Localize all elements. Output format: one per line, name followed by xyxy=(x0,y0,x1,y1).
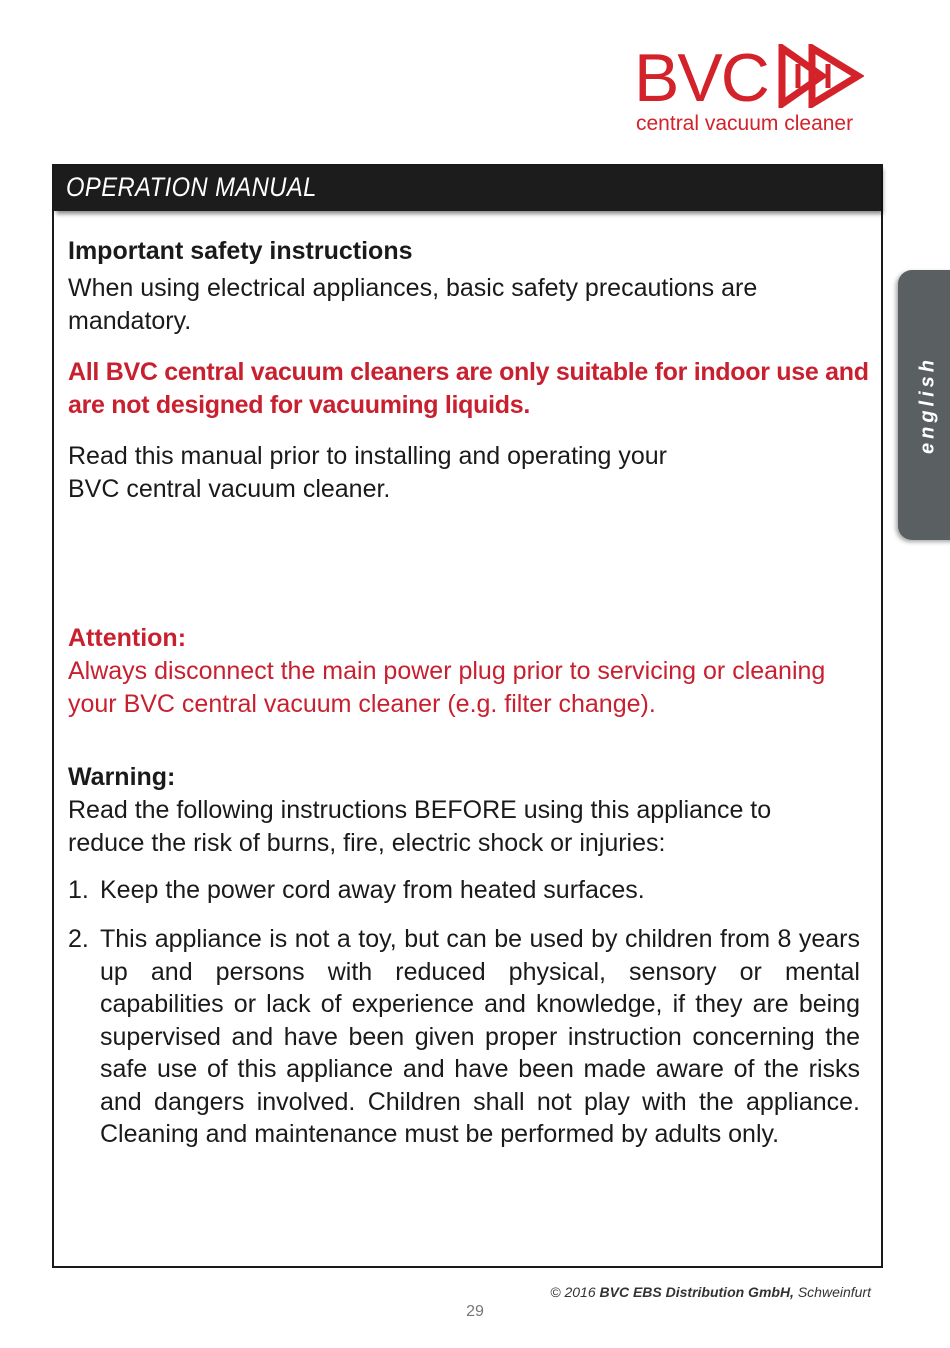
language-tab-label: english xyxy=(916,355,939,455)
indoor-notice: All BVC central vacuum cleaners are only suitable for indoor use and are not designed for vacuuming liquids. xyxy=(68,358,869,419)
company-name: BVC EBS Distribution GmbH, xyxy=(599,1284,794,1300)
header-bar xyxy=(54,166,881,211)
company-city: Schweinfurt xyxy=(793,1284,871,1300)
language-tab[interactable] xyxy=(898,270,950,540)
warning-text: Read the following instructions BEFORE using this appliance to reduce the risk of burns, fire, electric shock or injuries: xyxy=(68,796,772,857)
list-item-text: This appliance is not a toy, but can be used by children from 8 years up and persons with reduced physical, sensory or mental capabilities or lack of experience and knowledge, if they are being supervised and have been given proper instruction concerning the safe use of this appliance and have been made aware of the risks and dangers involved. Children shall not play with the appliance. Cleaning and maintenance must be performed by adults only. xyxy=(100,925,860,1148)
list-item-number: 1. xyxy=(68,876,89,904)
brand-logo xyxy=(634,42,874,142)
brand-name: BVC xyxy=(634,40,768,116)
list-item-text: Keep the power cord away from heated surfaces. xyxy=(100,876,645,904)
page-title: OPERATION MANUAL xyxy=(66,172,317,202)
copyright-notice xyxy=(550,1284,871,1300)
copyright-prefix: © 2016 xyxy=(550,1284,600,1300)
brand-tagline: central vacuum cleaner xyxy=(636,112,854,135)
attention-text: Always disconnect the main power plug prior to servicing or cleaning your BVC central vacuum cleaner (e.g. filter change). xyxy=(68,657,826,718)
play-arrows-icon xyxy=(778,44,864,108)
read-manual-line2: BVC central vacuum cleaner. xyxy=(68,475,391,503)
warning-title: Warning: xyxy=(68,763,176,791)
read-manual-line1: Read this manual prior to installing and operating your xyxy=(68,442,667,470)
manual-frame xyxy=(52,164,883,1268)
attention-title: Attention: xyxy=(68,624,187,652)
page-number: 29 xyxy=(466,1303,484,1320)
intro-text: When using electrical appliances, basic safety precautions are mandatory. xyxy=(68,274,758,335)
section-heading: Important safety instructions xyxy=(68,237,413,265)
list-item-number: 2. xyxy=(68,925,89,953)
